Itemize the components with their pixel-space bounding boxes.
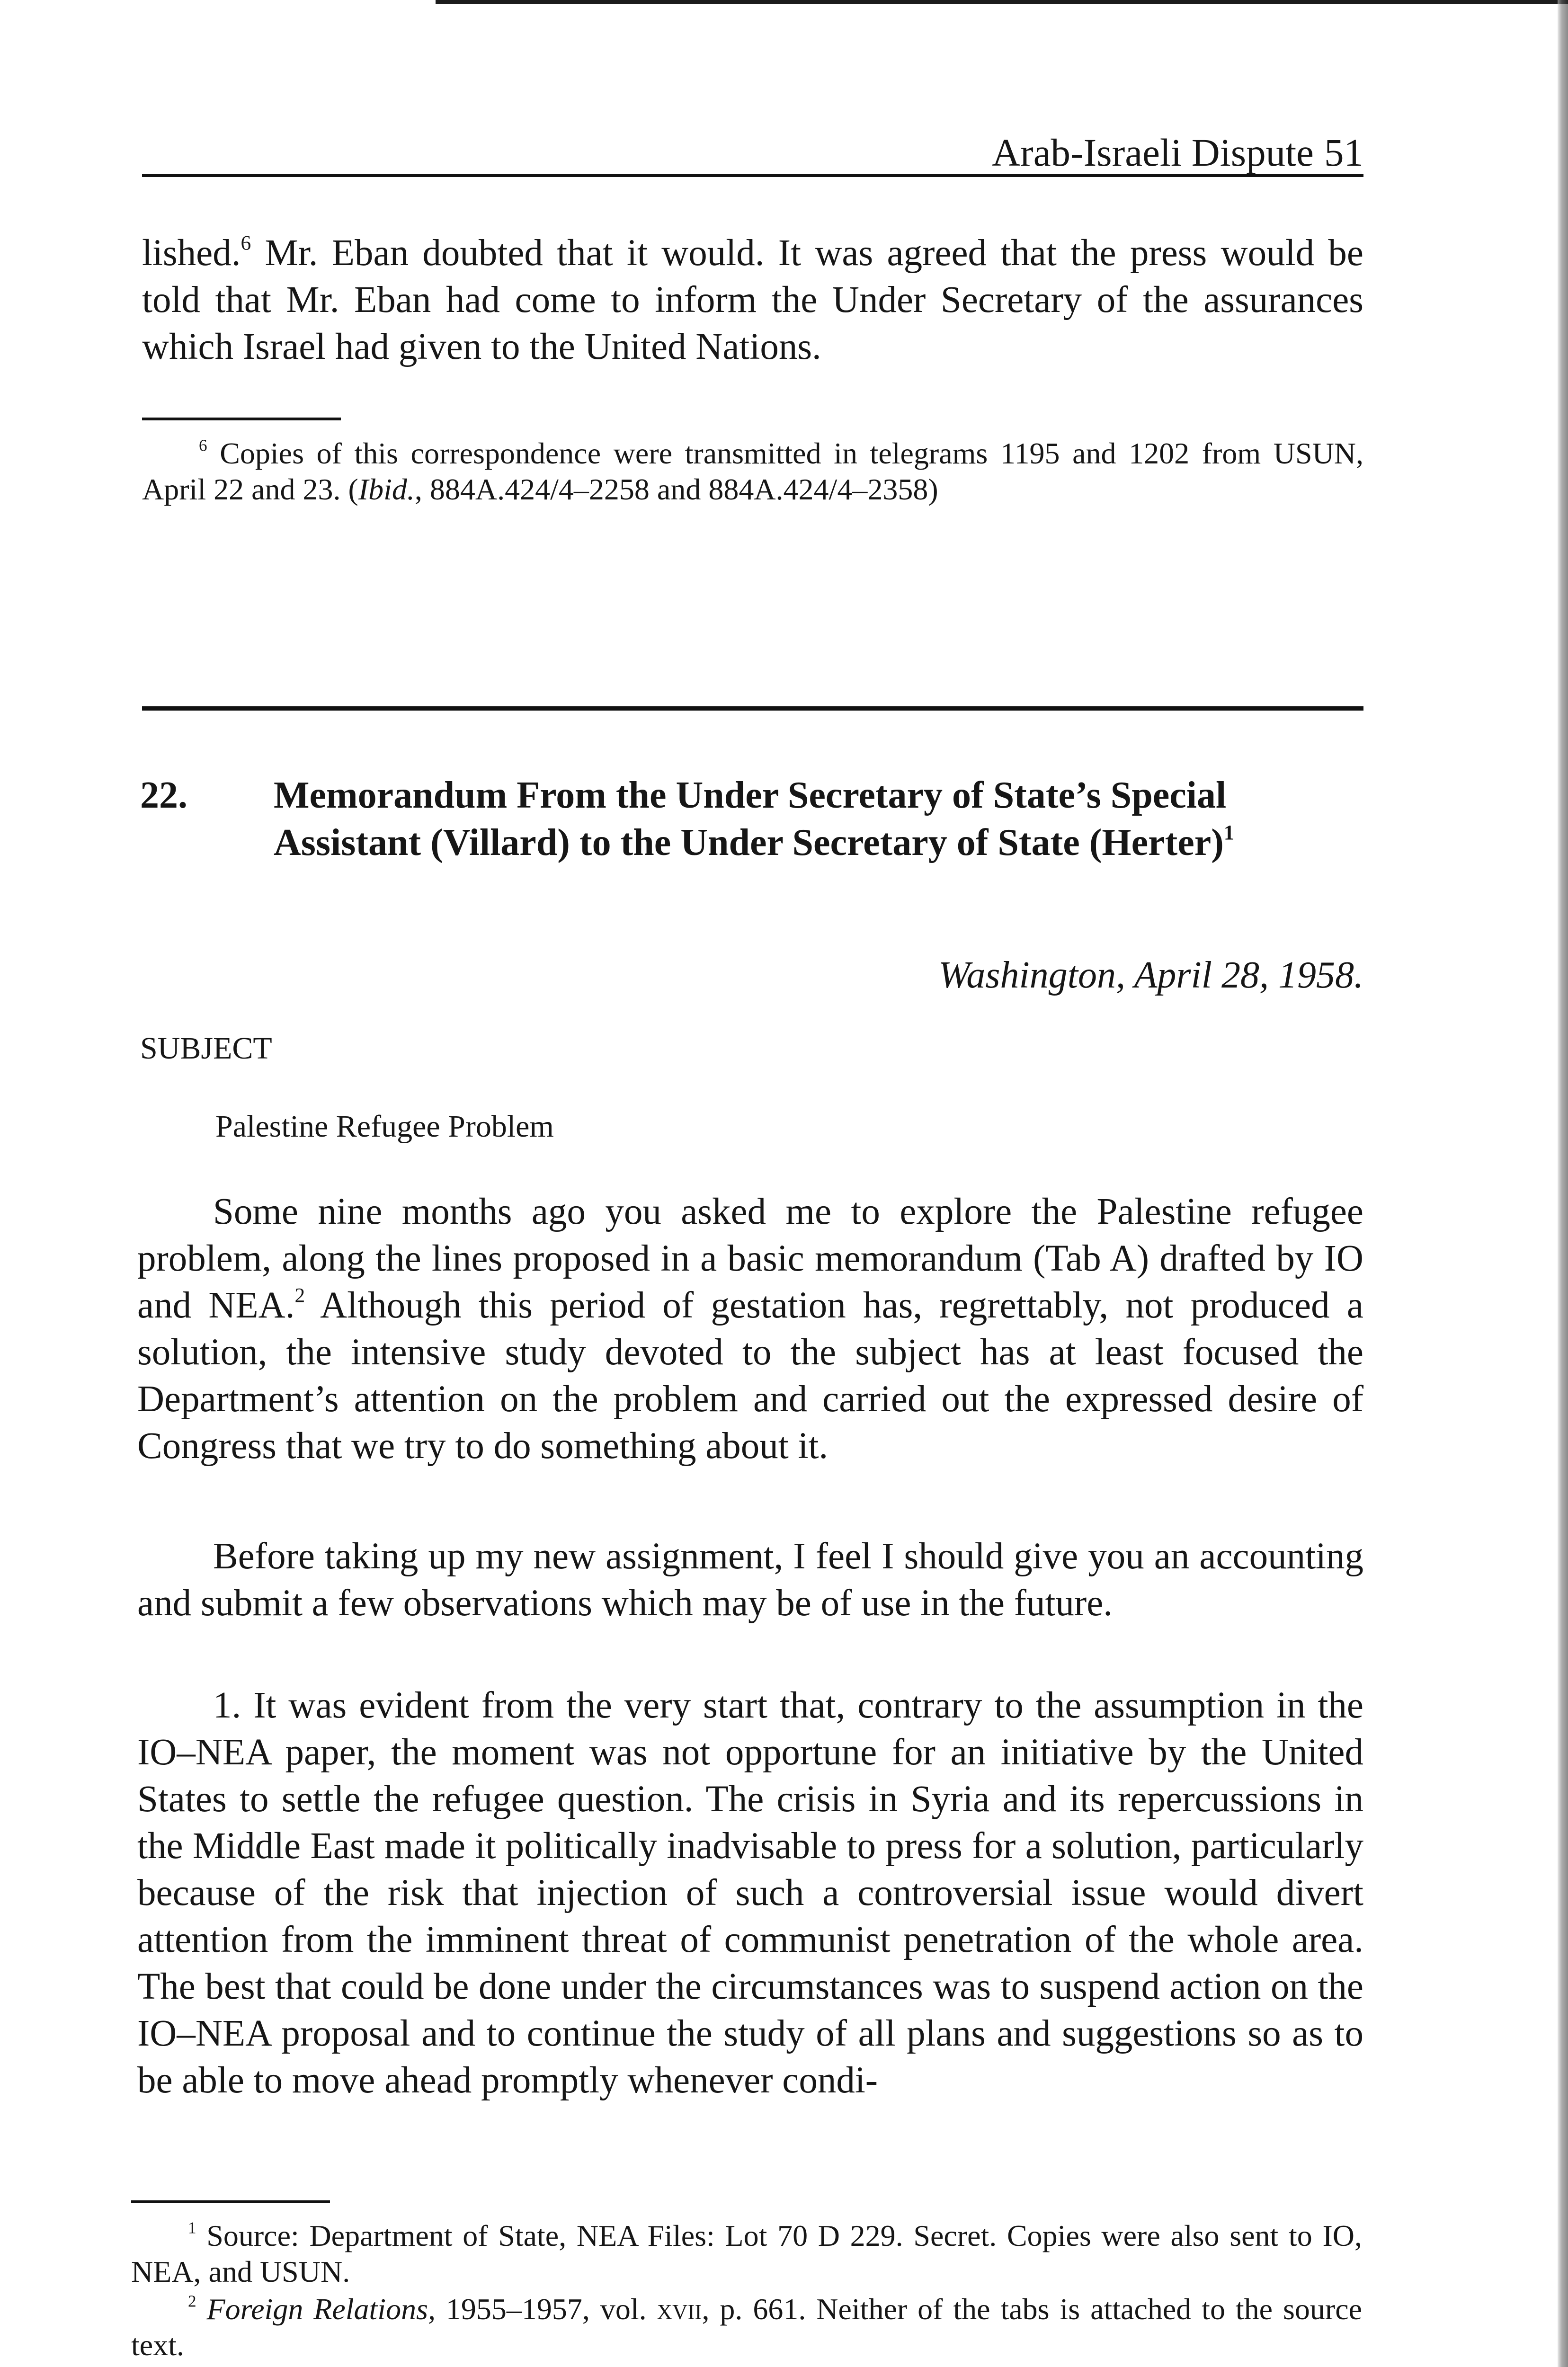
document-title <box>274 772 1363 866</box>
paragraph-3-text: 1. It was evident from the very start that, contrary to the assumption in the IO–NEA paper, the moment was not opportune for an initiative by the United States to settle the refugee question. The crisis in Syria and its repercussions in the Middle East made it politically inadvisable to press for a solution, particularly because of the risk that injection of such a controversial issue would divert attention from the imminent threat of communist penetration of the whole area. The best that could be done under the circumstances was to suspend action on the IO–NEA proposal and to continue the study of all plans and suggestions so as to be able to move ahead promptly whenever condi- <box>137 1685 1363 2101</box>
footnote-6-ibid: Ibid. <box>358 472 415 506</box>
footnote-ref-2: 2 <box>294 1284 305 1307</box>
paragraph-3 <box>137 1682 1363 2104</box>
dateline: Washington, April 28, 1958. <box>938 954 1363 996</box>
paragraph-1-text: Some nine months ago you asked me to explore the Palestine refugee problem, along the lines proposed in a basic memorandum (Tab A) drafted by IO and NEA. <box>137 1191 1363 1326</box>
scan-top-edge <box>436 0 1568 4</box>
footnote-1 <box>131 2218 1362 2290</box>
footnote-6 <box>142 436 1363 507</box>
running-head <box>142 124 1363 176</box>
subject-text: Palestine Refugee Problem <box>215 1109 554 1144</box>
footnote-2 <box>131 2291 1362 2363</box>
footnote-2-text-end: , p. 661. Neither of the tabs is attached to the source text. <box>131 2292 1363 2362</box>
footnote-6-text-end: , 884A.424/4–2258 and 884A.424/4–2358) <box>414 472 938 506</box>
footnote-ref-6: 6 <box>241 231 251 255</box>
footnote-separator-top <box>142 418 341 420</box>
footnote-6-mark: 6 <box>199 436 207 455</box>
footnote-ref-1: 1 <box>1223 821 1234 844</box>
header-rule <box>142 174 1363 177</box>
footnote-6-text: Copies of this correspondence were transmitted in telegrams 1195 and 1202 from USUN, April 22 and 23. ( <box>142 436 1363 506</box>
footnote-2-mark: 2 <box>188 2292 196 2311</box>
footnote-1-text: Source: Department of State, NEA Files: Lot 70 D 229. Secret. Copies were also sent to IO, NEA, and USUN. <box>131 2219 1362 2288</box>
footnote-separator-bottom <box>131 2200 330 2203</box>
scan-right-edge <box>1558 0 1568 2367</box>
document-title-text: Memorandum From the Under Secretary of State’s Special Assistant (Villard) to the Under Secretary of State (Herter) <box>274 774 1227 863</box>
continuation-text: Mr. Eban doubted that it would. It was agreed that the press would be told that Mr. Eban had come to inform the Under Secretary of the assurances which Israel had given to the United Nations. <box>142 232 1363 367</box>
footnote-2-text: 1955–1957, vol. <box>436 2292 657 2326</box>
section-divider <box>142 706 1363 711</box>
footnote-2-title: Foreign Relations, <box>206 2292 436 2326</box>
running-title: Arab-Israeli Dispute <box>992 131 1314 174</box>
page-number: 51 <box>1324 131 1363 174</box>
footnote-2-volume: xvii <box>657 2292 702 2326</box>
document-number: 22. <box>140 774 187 816</box>
continuation-lead: lished. <box>142 232 241 274</box>
subject-label: SUBJECT <box>140 1031 272 1066</box>
paragraph-1-text-end: Although this period of gestation has, regrettably, not produced a solution, the intensive study devoted to the subject has at least focused the Department’s attention on the problem and carried out the expressed desire of Congress that we try to do something about it. <box>137 1285 1363 1467</box>
paragraph-2-text: Before taking up my new assignment, I feel I should give you an accounting and submit a few observations which may be of use in the future. <box>137 1536 1363 1624</box>
paragraph-1 <box>137 1188 1363 1469</box>
paragraph-2 <box>137 1533 1363 1627</box>
continuation-paragraph <box>142 230 1363 370</box>
footnote-1-mark: 1 <box>188 2218 196 2237</box>
